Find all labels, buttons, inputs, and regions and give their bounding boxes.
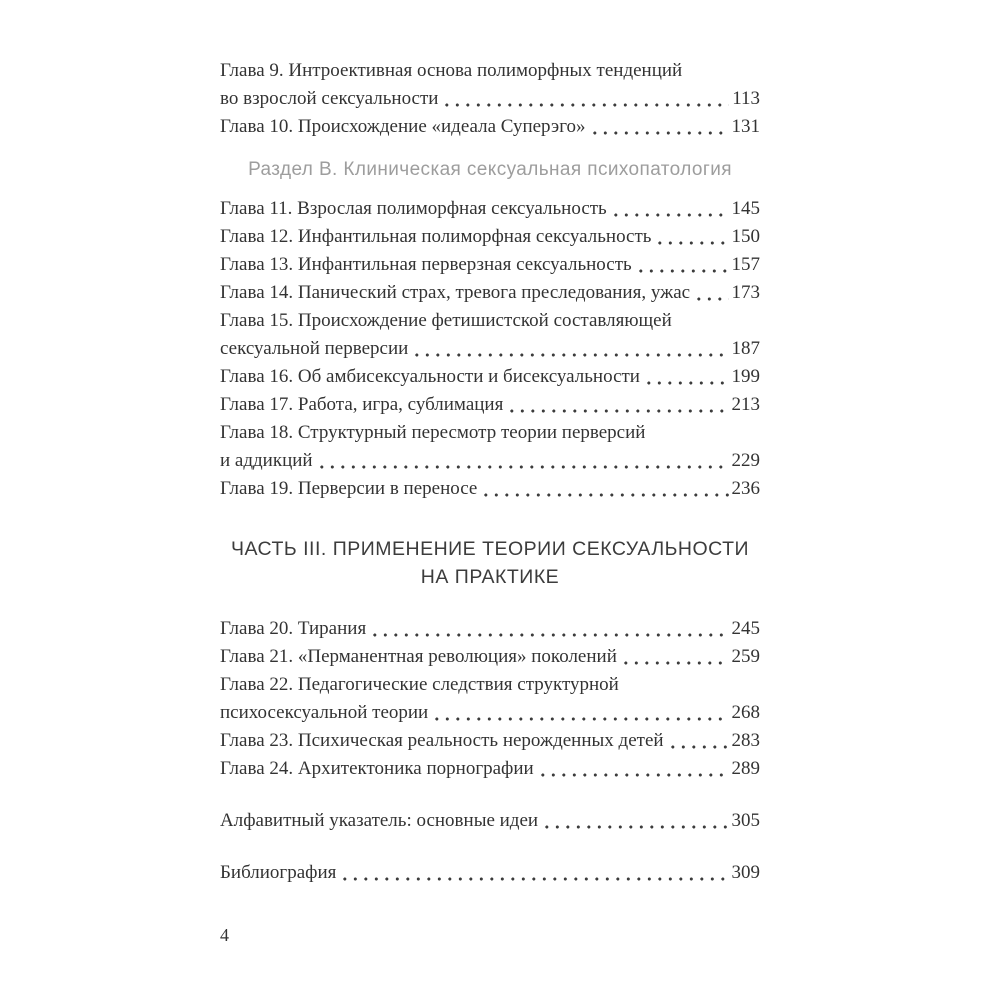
part-header-line: ЧАСТЬ III. ПРИМЕНЕНИЕ ТЕОРИИ СЕКСУАЛЬНОСТИ bbox=[230, 538, 750, 560]
toc-entry-page-number: 229 bbox=[731, 450, 760, 471]
leader-dots bbox=[697, 297, 728, 301]
leader-dots bbox=[671, 745, 729, 749]
toc-row bbox=[220, 335, 760, 363]
toc-entry bbox=[220, 251, 760, 279]
toc-entry-title: Алфавитный указатель: основные идеи bbox=[220, 810, 539, 831]
toc-row bbox=[220, 85, 760, 113]
toc-entry-title: Глава 11. Взрослая полиморфная сексуальность bbox=[220, 198, 607, 219]
toc-row bbox=[220, 251, 760, 279]
toc-entry-title: Глава 20. Тирания bbox=[220, 618, 367, 639]
leader-dots bbox=[593, 131, 729, 135]
part-header-line: НА ПРАКТИКЕ bbox=[420, 566, 560, 588]
toc-entry bbox=[220, 307, 760, 363]
leader-dots bbox=[320, 465, 729, 469]
toc-row bbox=[220, 615, 760, 643]
part-header bbox=[220, 535, 760, 591]
toc-entry bbox=[220, 727, 760, 755]
toc-row bbox=[220, 113, 760, 141]
leader-dots bbox=[545, 825, 728, 829]
toc-entry-title: Глава 23. Психическая реальность нерожденных детей bbox=[220, 730, 664, 751]
leader-dots bbox=[624, 661, 729, 665]
toc-entry bbox=[220, 57, 760, 113]
toc-entry-title: психосексуальной теории bbox=[220, 702, 429, 723]
toc-entry-page-number: 157 bbox=[731, 254, 760, 275]
leader-dots bbox=[647, 381, 729, 385]
leader-dots bbox=[510, 409, 728, 413]
toc-row bbox=[220, 475, 760, 503]
leader-dots bbox=[658, 241, 728, 245]
toc-row bbox=[220, 755, 760, 783]
toc-entry-page-number: 199 bbox=[731, 366, 760, 387]
toc-entry-title: Глава 16. Об амбисексуальности и бисексуальности bbox=[220, 366, 640, 387]
toc-row bbox=[220, 699, 760, 727]
toc-entry-page-number: 113 bbox=[732, 88, 760, 109]
toc-row bbox=[220, 279, 760, 307]
toc-row bbox=[220, 419, 760, 447]
toc-entry-page-number: 131 bbox=[731, 116, 760, 137]
toc-row bbox=[220, 859, 760, 887]
toc-entry bbox=[220, 363, 760, 391]
toc-row bbox=[220, 671, 760, 699]
toc-entry-title: Глава 15. Происхождение фетишистской составляющей bbox=[220, 310, 672, 331]
toc-entry-page-number: 187 bbox=[731, 338, 760, 359]
toc-entry-page-number: 268 bbox=[731, 702, 760, 723]
toc-entry-title: Библиография bbox=[220, 862, 337, 883]
toc-entry-title: Глава 17. Работа, игра, сублимация bbox=[220, 394, 504, 415]
toc-entry-page-number: 213 bbox=[731, 394, 760, 415]
toc-list bbox=[220, 57, 760, 887]
toc-entry-title: Глава 19. Перверсии в переносе bbox=[220, 478, 478, 499]
toc-entry-page-number: 245 bbox=[731, 618, 760, 639]
toc-entry bbox=[220, 279, 760, 307]
toc-entry bbox=[220, 807, 760, 835]
toc-entry bbox=[220, 859, 760, 887]
toc-row bbox=[220, 643, 760, 671]
leader-dots bbox=[415, 353, 728, 357]
toc-entry-title: Глава 10. Происхождение «идеала Суперэго» bbox=[220, 116, 586, 137]
toc-entry bbox=[220, 643, 760, 671]
toc-entry bbox=[220, 475, 760, 503]
leader-dots bbox=[373, 633, 728, 637]
toc-entry bbox=[220, 615, 760, 643]
toc-entry-page-number: 289 bbox=[731, 758, 760, 779]
toc-entry-page-number: 236 bbox=[731, 478, 760, 499]
toc-entry-page-number: 145 bbox=[731, 198, 760, 219]
toc-row bbox=[220, 223, 760, 251]
toc-row bbox=[220, 363, 760, 391]
page-number: 4 bbox=[220, 925, 229, 945]
toc-row bbox=[220, 807, 760, 835]
toc-row bbox=[220, 391, 760, 419]
toc-entry-page-number: 173 bbox=[731, 282, 760, 303]
toc-entry bbox=[220, 223, 760, 251]
toc-entry-title: Глава 13. Инфантильная перверзная сексуальность bbox=[220, 254, 632, 275]
leader-dots bbox=[445, 103, 729, 107]
toc-row bbox=[220, 447, 760, 475]
toc-row bbox=[220, 57, 760, 85]
toc-entry bbox=[220, 419, 760, 475]
toc-entry bbox=[220, 391, 760, 419]
toc-entry-page-number: 309 bbox=[731, 862, 760, 883]
toc-entry bbox=[220, 671, 760, 727]
toc-entry bbox=[220, 113, 760, 141]
toc-row bbox=[220, 727, 760, 755]
leader-dots bbox=[343, 877, 728, 881]
leader-dots bbox=[639, 269, 729, 273]
toc-entry-page-number: 150 bbox=[731, 226, 760, 247]
toc-entry-title: Глава 24. Архитектоника порнографии bbox=[220, 758, 534, 779]
toc-entry-title: Глава 18. Структурный пересмотр теории перверсий bbox=[220, 422, 646, 443]
toc-entry-title: Глава 9. Интроективная основа полиморфных тенденций bbox=[220, 60, 683, 81]
section-header: Раздел В. Клиническая сексуальная психопатология bbox=[248, 159, 732, 180]
toc-entry-title: Глава 12. Инфантильная полиморфная сексуальность bbox=[220, 226, 652, 247]
toc-entry-title: и аддикций bbox=[220, 450, 313, 471]
toc-entry-title: сексуальной перверсии bbox=[220, 338, 409, 359]
leader-dots bbox=[614, 213, 729, 217]
toc-row bbox=[220, 307, 760, 335]
toc-entry-page-number: 283 bbox=[731, 730, 760, 751]
toc-entry bbox=[220, 755, 760, 783]
toc-entry-page-number: 305 bbox=[731, 810, 760, 831]
toc-entry-title: во взрослой сексуальности bbox=[220, 88, 439, 109]
toc-entry-title: Глава 21. «Перманентная революция» поколений bbox=[220, 646, 617, 667]
toc-row bbox=[220, 195, 760, 223]
leader-dots bbox=[435, 717, 728, 721]
leader-dots bbox=[484, 493, 728, 497]
toc-entry-page-number: 259 bbox=[731, 646, 760, 667]
toc-entry bbox=[220, 195, 760, 223]
toc-entry-title: Глава 14. Панический страх, тревога преследования, ужас bbox=[220, 282, 691, 303]
leader-dots bbox=[541, 773, 729, 777]
toc-entry-title: Глава 22. Педагогические следствия структурной bbox=[220, 674, 619, 695]
